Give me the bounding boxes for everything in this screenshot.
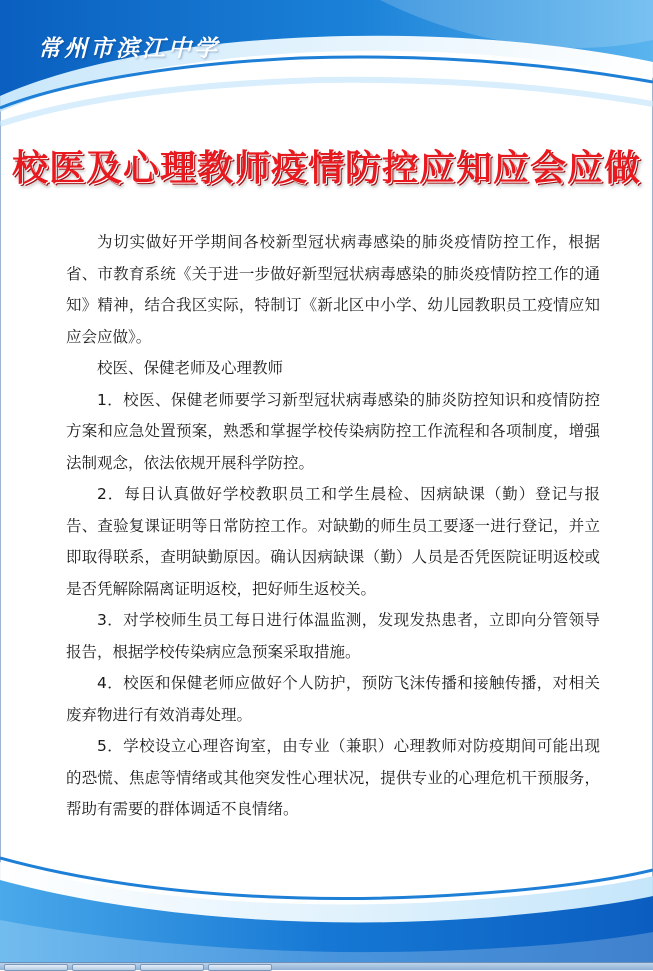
school-name: 常州市滨江中学 [38,35,220,62]
taskbar-button[interactable] [208,964,272,971]
item-3: 3．对学校师生员工每日进行体温监测，发现发热患者，立即向分管领导报告，根据学校传染病应急预案采取措施。 [66,611,600,661]
intro-paragraph: 为切实做好开学期间各校新型冠状病毒感染的肺炎疫情防控工作，根据省、市教育系统《关于进一步做好新型冠状病毒感染的肺炎疫情防控工作的通知》精神，结合我区实际，特制订《新北区中小学、幼儿园教职员工疫情应知应会应做》。 [66,233,600,346]
taskbar-button[interactable] [72,964,136,971]
poster-title: 校医及心理教师疫情防控应知应会应做 [11,148,641,189]
item-2: 2．每日认真做好学校教职员工和学生晨检、因病缺课（勤）登记与报告、查验复课证明等日常防控工作。对缺勤的师生员工要逐一进行登记，并立即取得联系，查明缺勤原因。确认因病缺课（勤）人员是否凭医院证明返校或是否凭解除隔离证明返校，把好师生返校关。 [66,485,600,598]
poster-body [66,227,600,826]
item-4: 4．校医和保健老师应做好个人防护，预防飞沫传播和接触传播，对相关废弃物进行有效消毒处理。 [66,674,600,724]
section-heading: 校医、保健老师及心理教师 [97,359,284,377]
taskbar-button[interactable] [140,964,204,971]
item-5: 5．学校设立心理咨询室，由专业（兼职）心理教师对防疫期间可能出现的恐慌、焦虑等情绪或其他突发性心理状况，提供专业的心理危机干预服务，帮助有需要的群体调适不良情绪。 [66,737,600,818]
taskbar-button[interactable] [4,964,68,971]
item-1: 1．校医、保健老师要学习新型冠状病毒感染的肺炎防控知识和疫情防控方案和应急处置预案，熟悉和掌握学校传染病防控工作流程和各项制度，增强法制观念，依法依规开展科学防控。 [66,390,600,472]
